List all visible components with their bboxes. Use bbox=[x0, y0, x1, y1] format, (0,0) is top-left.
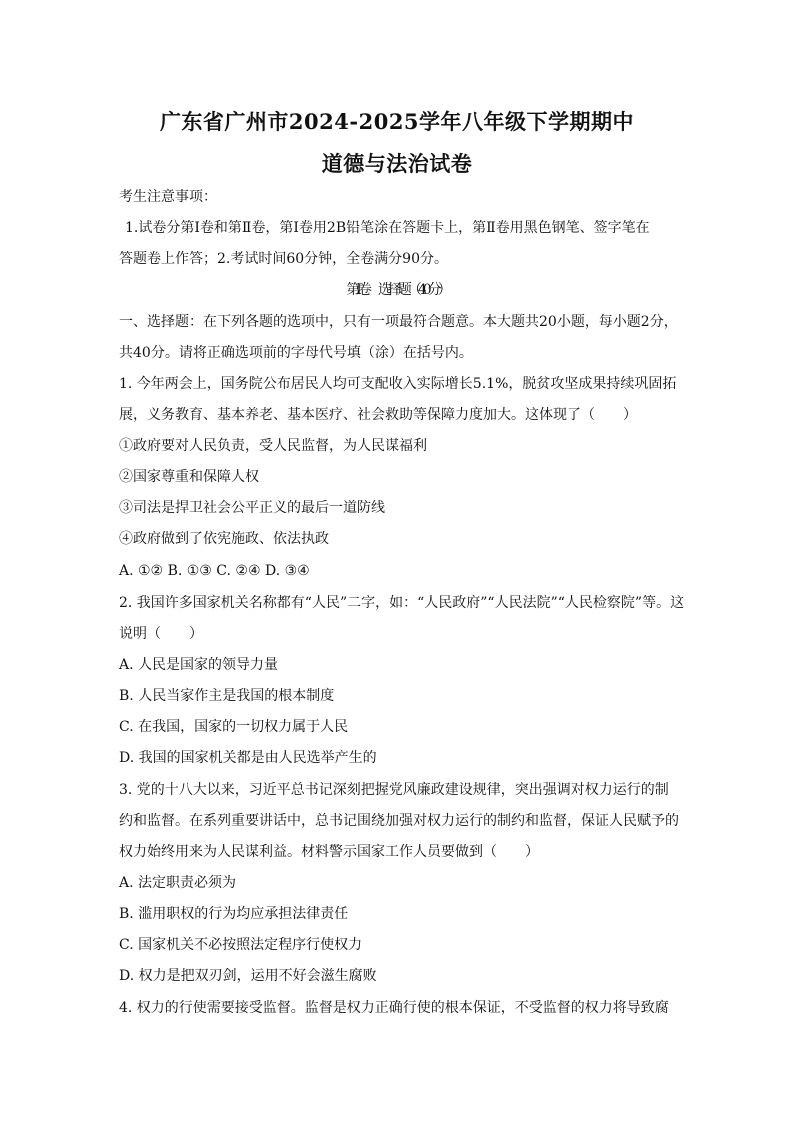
question-3-option-a: A. 法定职责必须为 bbox=[119, 875, 237, 891]
question-2-stem: 说明（ ） bbox=[119, 626, 203, 642]
exam-title: 广东省广州市2024-2025学年八年级下学期期中 bbox=[159, 109, 635, 134]
question-3-stem: 权力始终用来为人民谋利益。材料警示国家工作人员要做到（ ） bbox=[119, 844, 539, 860]
question-2-stem: 2. 我国许多国家机关名称都有“人民”二字，如：“人民政府”“人民法院”“人民检察院”等。这 bbox=[119, 595, 685, 611]
question-2-option-d: D. 我国的国家机关都是由人民选举产生的 bbox=[119, 750, 377, 766]
question-3-option-c: C. 国家机关不必按照法定程序行使权力 bbox=[119, 937, 363, 953]
section-title: 第Ⅰ卷 选择题（40分） bbox=[346, 282, 448, 298]
question-1-statement: ③司法是捍卫社会公平正义的最后一道防线 bbox=[119, 500, 385, 516]
notice-heading: 考生注意事项： bbox=[119, 189, 217, 205]
notice-line: 1.试卷分第Ⅰ卷和第Ⅱ卷，第Ⅰ卷用2B铅笔涂在答题卡上，第Ⅱ卷用黑色钢笔、签字笔在 bbox=[125, 220, 650, 236]
section-instruction: 共40分。请将正确选项前的字母代号填（涂）在括号内。 bbox=[119, 345, 473, 361]
question-2-option-b: B. 人民当家作主是我国的根本制度 bbox=[119, 688, 335, 704]
question-4-stem: 4. 权力的行使需要接受监督。监督是权力正确行使的根本保证，不受监督的权力将导致腐 bbox=[119, 1000, 669, 1016]
section-instruction: 一、选择题：在下列各题的选项中，只有一项最符合题意。本大题共20小题，每小题2分， bbox=[119, 314, 678, 330]
question-1-stem: 1. 今年两会上，国务院公布居民人均可支配收入实际增长5.1%，脱贫攻坚成果持续巩固拓 bbox=[119, 376, 677, 392]
question-1-options: A. ①② B. ①③ C. ②④ D. ③④ bbox=[119, 563, 310, 579]
question-1-stem: 展，义务教育、基本养老、基本医疗、社会救助等保障力度加大。这体现了（ ） bbox=[119, 407, 637, 423]
notice-line: 答题卷上作答；2.考试时间60分钟，全卷满分90分。 bbox=[119, 251, 448, 267]
question-3-stem: 3. 党的十八大以来，习近平总书记深刻把握党风廉政建设规律，突出强调对权力运行的制 bbox=[119, 782, 669, 798]
exam-subject-title: 道德与法治试卷 bbox=[321, 151, 473, 176]
question-2-option-c: C. 在我国，国家的一切权力属于人民 bbox=[119, 719, 349, 735]
question-3-option-b: B. 滥用职权的行为均应承担法律责任 bbox=[119, 906, 349, 922]
question-2-option-a: A. 人民是国家的领导力量 bbox=[119, 657, 279, 673]
question-1-statement: ①政府要对人民负责，受人民监督，为人民谋福利 bbox=[119, 438, 427, 454]
question-3-stem: 约和监督。在系列重要讲话中，总书记围绕加强对权力运行的制约和监督，保证人民赋予的 bbox=[119, 813, 679, 829]
question-1-statement: ②国家尊重和保障人权 bbox=[119, 469, 259, 485]
question-1-statement: ④政府做到了依宪施政、依法执政 bbox=[119, 531, 329, 547]
question-3-option-d: D. 权力是把双刃剑，运用不好会滋生腐败 bbox=[119, 968, 377, 984]
